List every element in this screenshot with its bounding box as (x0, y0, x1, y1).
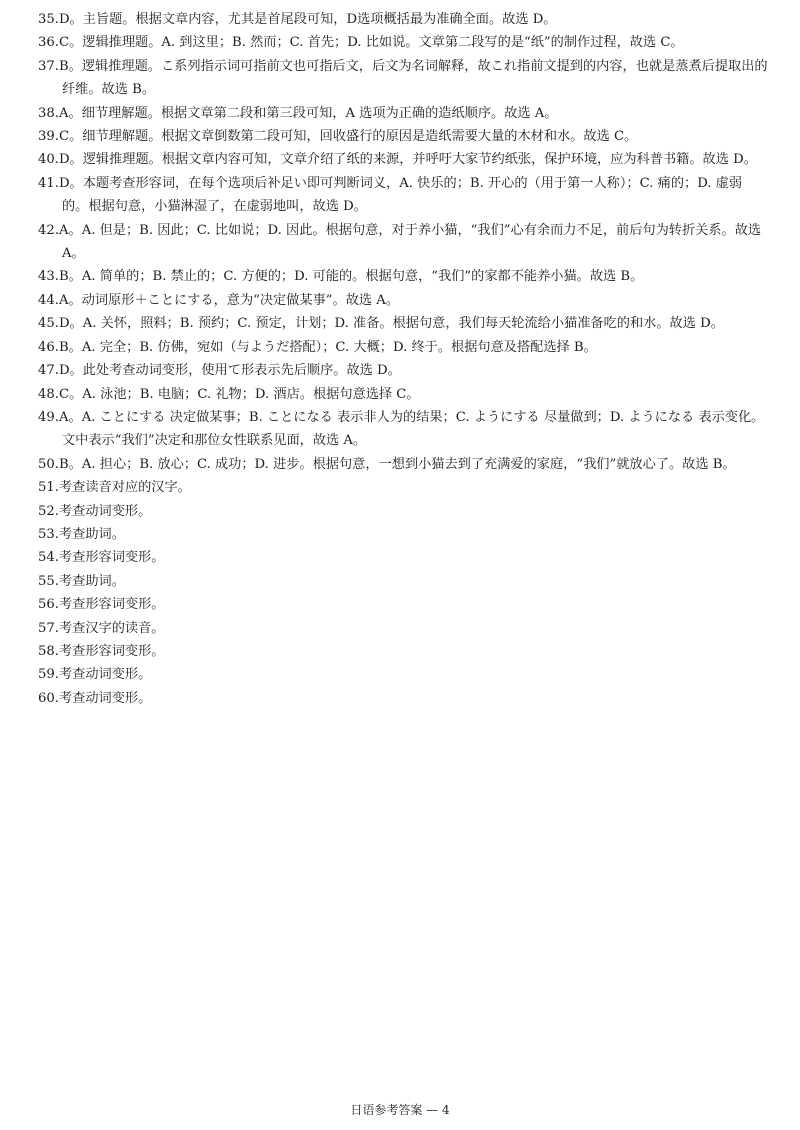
answer-number: 52. (38, 503, 59, 519)
answer-text: 考查动词变形。 (58, 503, 152, 519)
answer-number: 57. (38, 620, 59, 636)
answer-number: 59. (38, 667, 59, 683)
answer-number: 56. (38, 597, 59, 613)
answer-number: 36. (38, 35, 59, 51)
answer-item (38, 593, 768, 616)
answer-item (38, 500, 768, 523)
answer-item (38, 219, 768, 266)
answer-item (38, 359, 768, 382)
answer-text: A。A. 但是；B. 因此；C. 比如说；D. 因此。根据句意，对于养小猫，“我们”心有余而力不足，前后句为转折关系。故选 A。 (58, 222, 762, 262)
answer-text: C。逻辑推理题。A. 到这里；B. 然而；C. 首先；D. 比如说。文章第二段写的是“纸”的制作过程，故选 C。 (58, 35, 684, 51)
answer-item (38, 172, 768, 219)
answer-text: D。本题考查形容词，在每个选项后补足い即可判断词义，A. 快乐的；B. 开心的（用于第一人称）；C. 痛的；D. 虚弱的。根据句意，小猫淋湿了，在虚弱地叫，故选 D。 (58, 175, 743, 215)
answer-text: C。A. 泳池；B. 电脑；C. 礼物；D. 酒店。根据句意选择 C。 (58, 386, 420, 402)
answer-number: 50. (38, 456, 59, 472)
answer-text: B。A. 担心；B. 放心；C. 成功；D. 进步。根据句意，一想到小猫去到了充满爱的家庭，“我们”就放心了。故选 B。 (58, 456, 736, 472)
answer-item (38, 312, 768, 335)
answer-item (38, 125, 768, 148)
answer-number: 47. (38, 363, 59, 379)
answer-number: 54. (38, 550, 59, 566)
answer-item (38, 546, 768, 569)
answer-number: 58. (38, 643, 59, 659)
answer-item (38, 289, 768, 312)
answer-text: B。A. 完全；B. 仿佛，宛如（与ようだ搭配）；C. 大概；D. 终于。根据句意及搭配选择 B。 (58, 339, 597, 355)
answer-item (38, 102, 768, 125)
answer-item (38, 663, 768, 686)
answer-item (38, 570, 768, 593)
answer-number: 38. (38, 105, 59, 121)
answer-item (38, 383, 768, 406)
answer-text: B。A. 简单的；B. 禁止的；C. 方便的；D. 可能的。根据句意，“我们”的家都不能养小猫。故选 B。 (58, 269, 644, 285)
answer-text: D。主旨题。根据文章内容，尤其是首尾段可知，D选项概括最为准确全面。故选 D。 (58, 12, 557, 27)
answer-item (38, 476, 768, 499)
answer-text: 考查形容词变形。 (58, 550, 165, 566)
answer-number: 60. (38, 690, 59, 706)
answer-text: 考查动词变形。 (58, 690, 152, 706)
page-footer: 日语参考答案 — 4 (350, 1103, 450, 1117)
answer-text: D。A. 关怀，照料；B. 预约；C. 预定，计划；D. 准备。根据句意，我们每天轮流给小猫准备吃的和水。故选 D。 (58, 316, 724, 332)
answer-text: 考查助词。 (58, 526, 125, 542)
answer-item (38, 8, 768, 31)
answer-text: 考查助词。 (58, 573, 125, 589)
answer-number: 45. (38, 316, 59, 332)
answer-number: 37. (38, 58, 59, 74)
answer-list (38, 8, 768, 710)
answer-number: 35. (38, 12, 59, 27)
answer-item (38, 265, 768, 288)
answer-item (38, 687, 768, 710)
answer-number: 42. (38, 222, 59, 238)
answer-number: 40. (38, 152, 59, 168)
answer-number: 48. (38, 386, 59, 402)
answer-text: 考查形容词变形。 (58, 597, 165, 613)
answer-number: 55. (38, 573, 59, 589)
answer-item (38, 453, 768, 476)
answer-number: 43. (38, 269, 59, 285)
answer-number: 46. (38, 339, 59, 355)
answer-text: 考查动词变形。 (58, 667, 152, 683)
answer-item (38, 55, 768, 102)
answer-text: C。细节理解题。根据文章倒数第二段可知，回收盛行的原因是造纸需要大量的木材和水。故选 C。 (58, 129, 638, 145)
answer-item (38, 640, 768, 663)
answer-item (38, 148, 768, 171)
answer-text: B。逻辑推理题。こ系列指示词可指前文也可指后文，后文为名词解释，故これ指前文提到的内容，也就是蒸煮后提取出的纤维。故选 B。 (58, 58, 768, 98)
answer-number: 53. (38, 526, 59, 542)
answer-text: D。逻辑推理题。根据文章内容可知，文章介绍了纸的来源，并呼吁大家节约纸张，保护环境，应为科普书籍。故选 D。 (58, 152, 757, 168)
answer-text: D。此处考查动词变形，使用て形表示先后顺序。故选 D。 (58, 363, 401, 379)
answer-item (38, 336, 768, 359)
answer-text: A。细节理解题。根据文章第二段和第三段可知，A 选项为正确的造纸顺序。故选 A。 (58, 105, 558, 121)
answer-text: 考查形容词变形。 (58, 643, 165, 659)
answer-text: 考查读音对应的汉字。 (58, 480, 191, 496)
answer-number: 44. (38, 292, 59, 308)
answer-text: A。A. ことにする 决定做某事；B. ことになる 表示非人为的结果；C. ようにする 尽量做到；D. ようになる 表示变化。文中表示“我们”决定和那位女性联系见面，故选 A。 (58, 409, 765, 449)
answer-item (38, 617, 768, 640)
answer-number: 49. (38, 409, 59, 425)
answer-item (38, 406, 768, 453)
answer-number: 51. (38, 480, 59, 496)
answer-text: 考查汉字的读音。 (58, 620, 165, 636)
answer-item (38, 31, 768, 54)
answer-item (38, 523, 768, 546)
answer-number: 41. (38, 175, 59, 191)
answer-number: 39. (38, 129, 59, 145)
answer-text: A。动词原形＋ことにする，意为“决定做某事”。故选 A。 (58, 292, 400, 308)
